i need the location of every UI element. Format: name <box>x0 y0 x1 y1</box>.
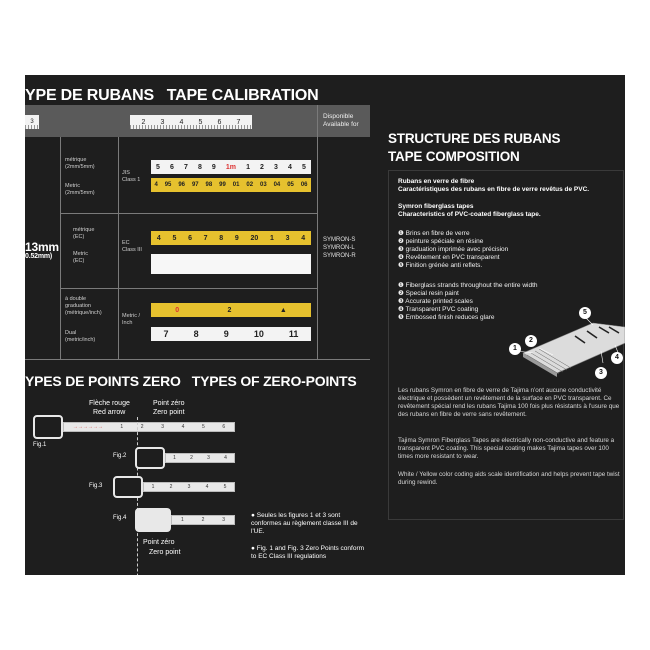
callout-1: 1 <box>509 343 521 355</box>
list-item: ❶ Fiberglass strands throughout the entire width <box>398 282 538 289</box>
zero-point-label-en: Zero point <box>153 409 185 416</box>
tape-number: 1 <box>180 517 184 523</box>
tape-number: 8 <box>219 234 224 242</box>
note-fr-text: Seules les figures 1 et 3 sont conformes au règlement classe III de l'UE. <box>251 512 358 535</box>
list-item: ❺ Embossed finish reduces glare <box>398 314 495 321</box>
callout-5: 5 <box>579 307 591 319</box>
header-ruler-small <box>25 115 39 129</box>
tape-composition-title-en: TAPE COMPOSITION <box>388 149 520 164</box>
zero-point-bottom-en: Zero point <box>149 549 181 556</box>
tape-number: 4 <box>181 424 185 430</box>
available-models: SYMRON-S SYMRON-L SYMRON-R <box>323 237 356 259</box>
list-item: ❺ Finition grénée anti reflets. <box>398 262 483 269</box>
tape-number: 3 <box>161 424 164 430</box>
tape-number: 4 <box>156 234 161 242</box>
tape-number: 1 <box>246 163 250 171</box>
fig4-label: Fig.4 <box>113 515 127 521</box>
tape-number: 98 <box>205 182 213 188</box>
fig1-hook <box>33 415 63 439</box>
tape-number: 3 <box>207 455 210 461</box>
tape-number: 02 <box>246 182 254 188</box>
tick-label: 2 <box>141 118 146 126</box>
tape-number: 2 <box>260 163 264 171</box>
tape-number: 4 <box>301 234 306 242</box>
bullet-icon: ● <box>251 545 257 552</box>
zero-points-title: YPES DE POINTS ZERO TYPES OF ZERO-POINTS <box>25 373 357 389</box>
paragraph-fr: Les rubans Symron en fibre de verre de Tajima n'ont aucune conductivité électrique et possèdent un revêtement de la surface en PVC transparent. Ce revêtement spécial rend les rubans Tajima 100 fois plus résistants à l'usure que des rubans en fibre de verre sans revêtement. <box>398 387 620 418</box>
tape-number: 3 <box>274 163 278 171</box>
tape-number: 5 <box>223 484 227 490</box>
tape-number: 8 <box>193 329 199 339</box>
row1-tape-yellow <box>151 178 311 192</box>
red-arrow-icon: →→→→→→ <box>72 424 103 430</box>
fig3-label: Fig.3 <box>89 483 103 489</box>
row2-tape-white <box>151 254 311 274</box>
red-arrow-label-en: Red arrow <box>93 409 126 416</box>
list-item: ❶ Brins en fibre de verre <box>398 230 470 237</box>
tape-number: 6 <box>188 234 192 242</box>
tick-label: 4 <box>179 118 184 126</box>
list-item: ❸ graduation imprimée avec précision <box>398 246 509 253</box>
list-item: ❹ Transparent PVC coating <box>398 306 479 313</box>
fig2-label: Fig.2 <box>113 453 127 459</box>
tape-number: 9 <box>223 329 229 339</box>
tape-number: 3 <box>285 234 290 242</box>
tick-label: 7 <box>236 118 241 126</box>
fig3-tape <box>143 482 235 492</box>
fig4-tape <box>171 515 235 525</box>
header-ruler-main <box>130 115 252 129</box>
tape-number: 03 <box>259 182 267 188</box>
tape-number: 0 <box>175 306 180 314</box>
intro-fr-heading: Rubans en verre de fibre <box>398 178 475 185</box>
tape-number: 04 <box>273 182 281 188</box>
tape-number: 05 <box>287 182 294 188</box>
tape-number: 97 <box>191 182 199 188</box>
feature-list-fr <box>398 230 623 270</box>
row1-desc-en: Metric (2mm/5mm) <box>65 183 95 196</box>
callout-2: 2 <box>525 335 537 347</box>
tape-number: 1m <box>225 163 236 171</box>
tape-number: 10 <box>253 329 264 339</box>
intro-en-text: Characteristics of PVC-coated fiberglass tape. <box>398 211 541 218</box>
tape-number: 7 <box>183 163 188 171</box>
intro-fr-text: Caractéristiques des rubans en fibre de verre revêtus de PVC. <box>398 186 590 193</box>
intro-en <box>398 203 623 219</box>
bullet-icon: ● <box>251 512 257 519</box>
tape-number: 6 <box>222 424 226 430</box>
intro-en-heading: Symron fiberglass tapes <box>398 203 474 210</box>
tape-number: 8 <box>197 163 202 171</box>
fig2-hook <box>135 447 165 469</box>
tick-label: 6 <box>217 118 222 126</box>
tape-number: 7 <box>163 329 169 339</box>
fig3-hook <box>113 476 143 498</box>
callout-4: 4 <box>611 352 623 364</box>
tick-label: 3 <box>30 119 34 125</box>
zero-point-bottom-fr: Point zéro <box>143 539 175 546</box>
tape-number: 11 <box>288 329 299 339</box>
tape-number: 3 <box>222 517 226 523</box>
tick-label: 3 <box>160 118 165 126</box>
row3-tape-white <box>151 327 311 341</box>
row3-desc-en: Dual (metric/inch) <box>65 330 96 343</box>
tape-composition-title-fr: STRUCTURE DES RUBANS <box>388 131 561 146</box>
tape-number: 1 <box>270 234 274 242</box>
tape-number: 3 <box>187 484 191 490</box>
table-divider <box>317 105 318 359</box>
tape-number: 96 <box>178 182 186 188</box>
table-divider <box>60 137 61 359</box>
row2-desc-en: Metric (EC) <box>73 251 88 264</box>
row2-desc-fr: métrique (EC) <box>73 227 95 240</box>
fig2-tape <box>165 453 235 463</box>
tape-number: 7 <box>203 234 208 242</box>
fig4-hook <box>135 508 171 532</box>
callout-3: 3 <box>595 367 607 379</box>
tape-width-sub: 0.52mm) <box>25 253 53 260</box>
note-en-text: Fig. 1 and Fig. 3 Zero Points conform to EC Class III regulations <box>251 545 365 560</box>
table-divider <box>60 213 318 214</box>
available-label: Disponible Available for <box>323 113 359 128</box>
list-item: ❷ peinture spéciale en résine <box>398 238 484 245</box>
tape-number: 95 <box>164 182 172 188</box>
fig1-tape <box>63 422 235 432</box>
tape-number: 5 <box>301 163 306 171</box>
table-divider <box>60 288 318 289</box>
paragraph-en-2: White / Yellow color coding aids scale identification and helps prevent tape twist during rewind. <box>398 471 620 486</box>
table-divider <box>25 359 370 360</box>
red-arrow-label-fr: Flèche rouge <box>89 400 130 407</box>
zero-point-label-fr: Point zéro <box>153 400 185 407</box>
tape-number: 4 <box>287 163 292 171</box>
tape-number: 4 <box>154 182 158 188</box>
row3-tape-yellow <box>151 303 311 317</box>
tape-number: 2 <box>169 484 173 490</box>
row2-class: EC Class III <box>122 240 142 253</box>
tape-number: 2 <box>201 517 205 523</box>
triangle-icon: ▲ <box>279 306 287 314</box>
tape-number: 9 <box>234 234 239 242</box>
tape-number: 1 <box>151 484 155 490</box>
tape-number: 20 <box>250 234 259 242</box>
tape-number: 2 <box>140 424 144 430</box>
tape-number: 1 <box>173 455 176 461</box>
list-item: ❸ Accurate printed scales <box>398 298 473 305</box>
tape-number: 99 <box>219 182 226 188</box>
tape-number: 1 <box>120 424 124 430</box>
fig1-label: Fig.1 <box>33 442 47 448</box>
paragraph-en: Tajima Symron Fiberglass Tapes are electrically non-conductive and feature a transparent PVC coating. This special coating makes Tajima tapes over 100 times more resistant to wear. <box>398 437 615 460</box>
row2-tape-yellow <box>151 231 311 245</box>
tape-number: 5 <box>156 163 160 171</box>
tape-number: 5 <box>201 424 205 430</box>
tape-number: 2 <box>227 306 232 314</box>
tape-number: 2 <box>190 455 193 461</box>
tape-number: 01 <box>232 182 240 188</box>
tape-number: 5 <box>172 234 177 242</box>
brochure-panel <box>25 75 625 575</box>
tape-number: 6 <box>170 163 174 171</box>
tape-width-main: 13mm <box>25 240 59 254</box>
row3-class: Metric / Inch <box>122 313 141 326</box>
row1-desc-fr: métrique (2mm/5mm) <box>65 157 95 170</box>
tape-cross-section-illustration <box>503 303 625 379</box>
table-divider <box>118 137 119 359</box>
tape-number: 4 <box>224 455 227 461</box>
tape-calibration-title: YPE DE RUBANS TAPE CALIBRATION <box>25 87 319 104</box>
tape-number: 4 <box>205 484 209 490</box>
row3-desc-fr: à double graduation (métrique/inch) <box>65 296 102 316</box>
row1-tape-white <box>151 160 311 174</box>
note-en <box>251 545 371 561</box>
note-fr <box>251 512 367 536</box>
row1-class: JIS Class 1 <box>122 170 141 183</box>
list-item: ❹ Revêtement en PVC transparent <box>398 254 500 261</box>
tape-number: 9 <box>211 163 216 171</box>
list-item: ❷ Special resin paint <box>398 290 459 297</box>
tick-label: 5 <box>198 118 203 126</box>
tape-number: 06 <box>300 182 308 188</box>
intro-fr <box>398 178 623 194</box>
